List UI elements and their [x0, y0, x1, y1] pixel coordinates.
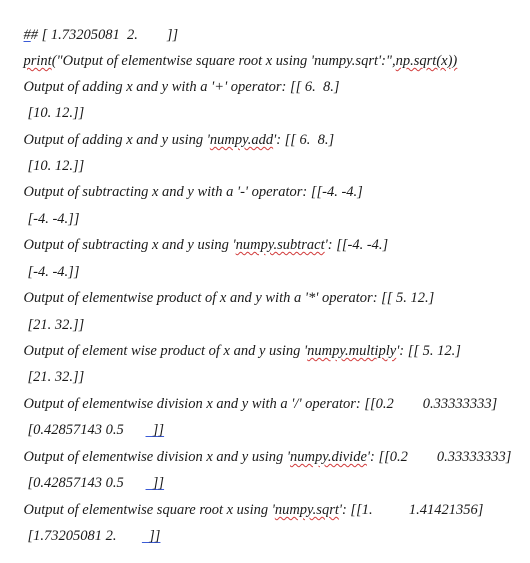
closing-bracket: ]] — [141, 528, 161, 544]
output-text: Output of elementwise division x and y with a '/' operator: [[0.2 0.33333333] — [23, 396, 498, 412]
closing-bracket: ]] — [145, 422, 165, 438]
function-name: numpy.subtract — [235, 237, 325, 253]
output-text: [1.73205081 2. — [27, 528, 142, 544]
output-text: ': [[-4. -4.] — [324, 237, 389, 253]
output-text: Output of element wise product of x and y using ' — [23, 343, 308, 359]
output-text: Output of elementwise square root x using ' — [23, 502, 275, 518]
function-name: numpy.add — [209, 132, 274, 148]
function-name: numpy.multiply — [307, 343, 397, 359]
output-text: [0.42857143 0.5 — [27, 475, 146, 491]
np-sqrt-call: np.sqrt(x)) — [395, 53, 458, 69]
output-text: Output of adding x and y using ' — [23, 132, 210, 148]
output-text: ': [[ 5. 12.] — [396, 343, 461, 359]
output-text: [21. 32.]] — [27, 317, 85, 333]
output-text: Output of elementwise division x and y using ' — [23, 449, 290, 465]
output-text: [10. 12.]] — [27, 105, 85, 121]
comment-text: # [ 1.73205081 2. ]] — [30, 27, 179, 43]
output-text: [-4. -4.]] — [27, 264, 80, 280]
output-text: Output of subtracting x and y using ' — [23, 237, 236, 253]
output-text: ': [[0.2 0.33333333] — [366, 449, 512, 465]
output-line — [13, 509, 160, 563]
print-args: ("Output of elementwise square root x using 'numpy.sqrt':", — [51, 53, 396, 69]
function-name: numpy.divide — [289, 449, 367, 465]
output-text: [10. 12.]] — [27, 158, 85, 174]
output-text: Output of adding x and y with a '+' operator: [[ 6. 8.] — [23, 79, 340, 95]
output-text: ': [[1. 1.41421356] — [338, 502, 484, 518]
output-text: [21. 32.]] — [27, 369, 85, 385]
output-text: Output of elementwise product of x and y with a '*' operator: [[ 5. 12.] — [23, 290, 435, 306]
function-name: numpy.sqrt — [274, 502, 339, 518]
output-text: ': [[ 6. 8.] — [273, 132, 335, 148]
output-text: [-4. -4.]] — [27, 211, 80, 227]
output-text: [0.42857143 0.5 — [27, 422, 146, 438]
comment-hash: # — [23, 27, 31, 43]
closing-bracket: ]] — [145, 475, 165, 491]
print-keyword: print — [23, 53, 52, 69]
output-text: Output of subtracting x and y with a '-' operator: [[-4. -4.] — [23, 184, 363, 200]
